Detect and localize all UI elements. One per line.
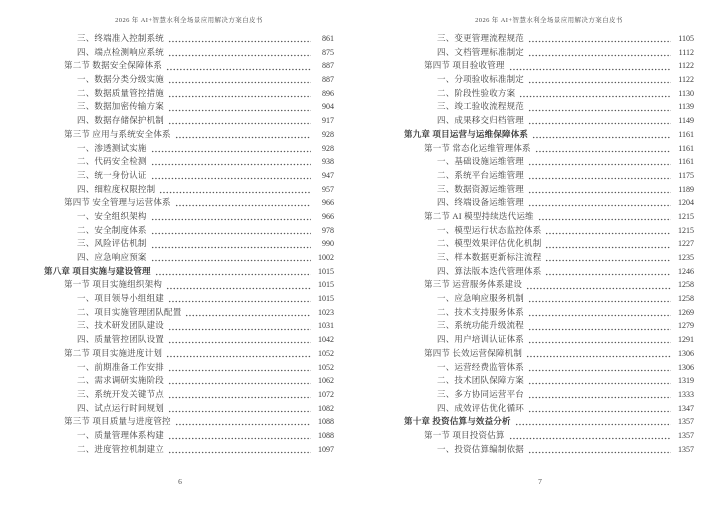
toc-entry-page: 1052 — [318, 362, 334, 372]
toc-entry-page: 875 — [322, 47, 334, 57]
dot-leader — [168, 95, 311, 98]
toc-entry-title: 二、安全制度体系 — [77, 224, 147, 235]
toc-entry-title: 一、分项验收标准制定 — [437, 74, 525, 85]
running-header: 2026 年 AI+智慧水利全场景应用解决方案白皮书 — [115, 17, 263, 24]
toc-entry — [404, 415, 694, 429]
toc-entry-title: 三、统一身份认证 — [77, 169, 147, 180]
toc-entry-page: 1015 — [318, 280, 334, 290]
toc-entry-title: 一、基础设施运维管理 — [437, 156, 525, 167]
toc-entry — [44, 402, 334, 416]
dot-leader — [532, 136, 671, 139]
toc-entry-title: 三、系统功能升级流程 — [437, 320, 525, 331]
toc-entry-title: 四、用户培训认证体系 — [437, 334, 525, 345]
dot-leader — [151, 177, 311, 180]
toc-entry-page: 1175 — [678, 170, 694, 180]
toc-entry-title: 二、系统平台运维管理 — [437, 169, 525, 180]
toc-entry-page: 1052 — [318, 348, 334, 358]
toc-entry-page: 1122 — [678, 75, 694, 85]
toc-entry — [404, 361, 694, 375]
dot-leader — [545, 259, 671, 262]
toc-entry — [44, 114, 334, 128]
document-page-right — [360, 0, 720, 511]
toc-entry-title: 四、终端设备运维管理 — [437, 197, 525, 208]
toc-entry-title: 三、技术研发团队建设 — [77, 320, 165, 331]
toc-entry-title: 第四节 长效运营保障机制 — [424, 347, 523, 358]
toc-entry — [44, 210, 334, 224]
toc-entry-page: 1031 — [318, 321, 334, 331]
toc-entry-title: 二、需求调研实施阶段 — [77, 375, 165, 386]
toc-entry-page: 1062 — [318, 376, 334, 386]
dot-leader — [151, 246, 311, 249]
dot-leader — [545, 232, 671, 235]
toc-entry — [404, 142, 694, 156]
toc-entry-page: 1279 — [678, 321, 694, 331]
dot-leader — [151, 218, 311, 221]
toc-entry-page: 917 — [322, 116, 334, 126]
toc-entry — [404, 278, 694, 292]
toc-entry-title: 三、风险评估机制 — [77, 238, 147, 249]
toc-entry — [44, 87, 334, 101]
toc-entry — [404, 319, 694, 333]
toc-entry-page: 966 — [322, 211, 334, 221]
dot-leader — [175, 204, 311, 207]
dot-leader — [528, 54, 671, 57]
dot-leader — [168, 341, 311, 344]
toc-entry-title: 一、应急响应服务机制 — [437, 293, 525, 304]
toc-entry-page: 1088 — [318, 417, 334, 427]
toc-entry-title: 第二节 项目实施进度计划 — [64, 347, 163, 358]
dot-leader — [168, 40, 311, 43]
toc-entry-page: 1002 — [318, 253, 334, 262]
toc-entry — [404, 292, 694, 306]
toc-entry — [44, 443, 334, 457]
dot-leader — [168, 369, 311, 372]
toc-entry-page: 1215 — [678, 225, 694, 235]
toc-entry-title: 第一节 常态化运维管理体系 — [424, 142, 531, 153]
dot-leader — [168, 300, 311, 303]
toc-entry-page: 1357 — [678, 430, 694, 440]
dot-leader — [159, 191, 311, 194]
dot-leader — [168, 437, 311, 440]
toc-entry-title: 第一节 项目投资估算 — [424, 429, 505, 440]
toc-entry — [404, 306, 694, 320]
toc-entry-title: 四、端点检测响应系统 — [77, 46, 165, 57]
toc-entry-page: 1189 — [678, 184, 694, 194]
dot-leader — [185, 314, 311, 317]
toc-entry — [404, 388, 694, 402]
toc-entry-title: 一、模型运行状态监控体系 — [437, 224, 542, 235]
toc-entry-page: 1258 — [678, 294, 694, 304]
toc-entry-title: 第三节 项目质量与进度管控 — [64, 416, 171, 427]
toc-entry — [44, 196, 334, 210]
toc-entry-title: 四、试点运行时间规划 — [77, 402, 165, 413]
toc-entry-title: 第一节 项目实施组织架构 — [64, 279, 163, 290]
toc-entry — [44, 251, 334, 265]
dot-leader — [528, 328, 671, 331]
dot-leader — [528, 382, 671, 385]
toc-entry-title: 三、系统开发关键节点 — [77, 388, 165, 399]
toc-entry — [44, 169, 334, 183]
toc-entry-page: 1246 — [678, 266, 694, 276]
toc-entry-title: 三、样本数据更新标注流程 — [437, 252, 542, 262]
toc-entry-title: 二、模型效果评估优化机制 — [437, 238, 542, 249]
toc-entry-page: 928 — [322, 143, 334, 153]
toc-entry-page: 904 — [322, 102, 334, 112]
toc-entry-page: 1139 — [678, 102, 694, 112]
toc-entry-page: 1269 — [678, 307, 694, 317]
dot-leader — [526, 355, 671, 358]
toc-entry — [404, 402, 694, 416]
toc-entry-title: 二、项目实施管理团队配置 — [77, 306, 182, 317]
dot-leader — [528, 163, 671, 166]
toc-entry — [44, 429, 334, 443]
dot-leader — [528, 122, 671, 125]
toc-entry-page: 1015 — [318, 294, 334, 304]
toc-entry-title: 一、安全组织架构 — [77, 210, 147, 221]
toc-entry-title: 二、阶段性验收方案 — [437, 87, 516, 98]
toc-entry — [404, 87, 694, 101]
toc-entry — [404, 183, 694, 197]
toc-entry — [404, 333, 694, 347]
page-number: 6 — [178, 477, 182, 486]
toc-entry — [44, 128, 334, 142]
toc-entry-page: 887 — [322, 75, 334, 85]
dot-leader — [528, 369, 671, 372]
toc-entry-page: 1097 — [318, 444, 334, 454]
page-number: 7 — [538, 477, 542, 486]
dot-leader — [519, 95, 671, 98]
toc-entry — [44, 306, 334, 320]
toc-entry — [404, 265, 694, 279]
dot-leader — [509, 437, 671, 440]
toc-entry-page: 1105 — [678, 34, 694, 43]
toc-entry-page: 1227 — [678, 239, 694, 249]
dot-leader — [166, 355, 311, 358]
toc-entry — [404, 196, 694, 210]
toc-entry — [44, 415, 334, 429]
toc-entry — [404, 73, 694, 87]
toc-entry — [404, 46, 694, 60]
toc-entry-title: 第二节 AI 模型持续迭代运维 — [424, 210, 534, 221]
toc-entry-page: 938 — [322, 157, 334, 167]
toc-entry — [44, 32, 334, 46]
toc-entry-title: 二、技术支持服务体系 — [437, 306, 525, 317]
toc-entry-title: 四、应急响应预案 — [77, 252, 147, 262]
toc-entry — [44, 388, 334, 402]
toc-entry-title: 四、算法版本迭代管理体系 — [437, 265, 542, 276]
toc-entry-page: 1357 — [678, 444, 694, 454]
toc-entry-page: 1161 — [678, 157, 694, 167]
dot-leader — [168, 81, 311, 84]
toc-entry — [404, 32, 694, 46]
toc-entry-page: 1357 — [678, 417, 694, 427]
toc-entry-page: 1122 — [678, 61, 694, 71]
toc-entry — [44, 237, 334, 251]
toc-entry-title: 第十章 投资估算与效益分析 — [404, 416, 511, 427]
toc-entry-title: 二、代码安全检测 — [77, 156, 147, 167]
toc-entry-page: 1333 — [678, 389, 694, 399]
toc-entry-page: 928 — [322, 129, 334, 139]
toc-entry — [44, 46, 334, 60]
dot-leader — [528, 341, 671, 344]
dot-leader — [166, 68, 311, 71]
toc-entry-title: 第八章 项目实施与建设管理 — [44, 265, 151, 276]
toc-entry-title: 第二节 数据安全保障体系 — [64, 60, 163, 71]
toc-entry-title: 四、成效评估优化循环 — [437, 402, 525, 413]
toc-entry — [44, 319, 334, 333]
dot-leader — [151, 150, 311, 153]
dot-leader — [175, 136, 311, 139]
toc-entry-page: 1161 — [678, 129, 694, 139]
toc-entry-title: 四、数据存储保护机制 — [77, 115, 165, 126]
toc-entry-page: 1204 — [678, 198, 694, 208]
toc-entry-title: 第九章 项目运营与运维保障体系 — [404, 128, 529, 139]
dot-leader — [528, 410, 671, 413]
toc-entry — [44, 100, 334, 114]
dot-leader — [168, 109, 311, 112]
dot-leader — [545, 273, 671, 276]
toc-entry — [44, 142, 334, 156]
toc-entry — [44, 224, 334, 238]
dot-leader — [535, 150, 671, 153]
dot-leader — [168, 328, 311, 331]
dot-leader — [151, 259, 311, 262]
dot-leader — [168, 382, 311, 385]
dot-leader — [168, 54, 311, 57]
toc-entry — [404, 210, 694, 224]
toc-entry — [44, 265, 334, 279]
toc-entry-title: 四、成果移交归档管理 — [437, 115, 525, 126]
toc-entry-page: 1347 — [678, 403, 694, 413]
toc-entry-page: 1258 — [678, 280, 694, 290]
toc-entry-page: 957 — [322, 184, 334, 194]
dot-leader — [168, 410, 311, 413]
dot-leader — [151, 232, 311, 235]
toc-entry — [404, 443, 694, 457]
toc-entry-title: 二、进度管控机制建立 — [77, 443, 165, 454]
toc-entry — [404, 224, 694, 238]
toc-entry-title: 第三节 应用与系统安全体系 — [64, 128, 171, 139]
dot-leader — [168, 451, 311, 454]
dot-leader — [526, 287, 671, 290]
toc-entry-title: 三、变更管理流程规范 — [437, 33, 525, 43]
toc-entry — [44, 333, 334, 347]
toc-entry — [404, 429, 694, 443]
toc-entry-title: 一、质量管理体系构建 — [77, 429, 165, 440]
toc-entry — [404, 100, 694, 114]
toc-entry — [44, 278, 334, 292]
toc-entry-page: 1112 — [678, 47, 694, 57]
toc-entry-page: 1082 — [318, 403, 334, 413]
toc-entry — [404, 169, 694, 183]
toc-entry-page: 861 — [322, 34, 334, 43]
toc-entry-title: 一、渗透测试实施 — [77, 142, 147, 153]
toc-entry-page: 1306 — [678, 362, 694, 372]
toc-entry-page: 990 — [322, 239, 334, 249]
toc-entry-title: 二、技术团队保障方案 — [437, 375, 525, 386]
toc-entry-title: 三、数据资源运维管理 — [437, 183, 525, 194]
toc-entry-title: 四、文档管理标准制定 — [437, 46, 525, 57]
toc-entry-title: 一、前期准备工作安排 — [77, 361, 165, 372]
toc-entry-title: 三、竣工验收流程规范 — [437, 101, 525, 112]
toc-entry — [404, 237, 694, 251]
toc-entry — [404, 347, 694, 361]
toc-entry-page: 896 — [322, 88, 334, 98]
toc-entry — [404, 155, 694, 169]
dot-leader — [528, 109, 671, 112]
dot-leader — [528, 177, 671, 180]
toc-entry-title: 一、数据分类分级实施 — [77, 74, 165, 85]
toc-entry — [44, 361, 334, 375]
toc-entry-title: 二、数据质量管控措施 — [77, 87, 165, 98]
dot-leader — [528, 314, 671, 317]
toc-entry — [404, 251, 694, 265]
toc-entry — [404, 59, 694, 73]
dot-leader — [175, 423, 311, 426]
dot-leader — [528, 451, 671, 454]
toc-entry-title: 四、质量管控团队设置 — [77, 334, 165, 345]
toc-entry-title: 第四节 安全管理与运营体系 — [64, 197, 171, 208]
toc-entry-page: 887 — [322, 61, 334, 71]
toc-entry-page: 1130 — [678, 88, 694, 98]
toc-entry-page: 1291 — [678, 335, 694, 345]
toc-entry-title: 三、多方协同运营平台 — [437, 388, 525, 399]
dot-leader — [545, 246, 671, 249]
dot-leader — [528, 191, 671, 194]
toc-entry-title: 一、项目领导小组组建 — [77, 293, 165, 304]
toc-list — [44, 32, 334, 456]
toc-entry — [44, 73, 334, 87]
toc-entry-page: 1072 — [318, 389, 334, 399]
dot-leader — [168, 122, 311, 125]
toc-entry-page: 947 — [322, 170, 334, 180]
dot-leader — [151, 163, 311, 166]
dot-leader — [528, 81, 671, 84]
toc-entry-page: 1042 — [318, 335, 334, 345]
toc-entry-page: 1023 — [318, 307, 334, 317]
toc-entry-page: 1319 — [678, 376, 694, 386]
dot-leader — [528, 396, 671, 399]
dot-leader — [166, 287, 311, 290]
toc-entry-title: 四、细粒度权限控制 — [77, 183, 156, 194]
toc-entry-title: 第三节 运营服务体系建设 — [424, 279, 523, 290]
running-header: 2026 年 AI+智慧水利全场景应用解决方案白皮书 — [475, 17, 623, 24]
toc-entry-page: 1088 — [318, 430, 334, 440]
toc-entry-title: 第四节 项目验收管理 — [424, 60, 505, 71]
toc-entry-page: 1306 — [678, 348, 694, 358]
toc-list — [404, 32, 694, 456]
toc-entry-page: 1235 — [678, 253, 694, 262]
dot-leader — [155, 273, 311, 276]
toc-entry-page: 1161 — [678, 143, 694, 153]
toc-entry — [44, 155, 334, 169]
dot-leader — [168, 396, 311, 399]
toc-entry-title: 三、终端准入控制系统 — [77, 33, 165, 43]
dot-leader — [528, 300, 671, 303]
dot-leader — [528, 40, 671, 43]
dot-leader — [515, 423, 671, 426]
toc-entry-page: 966 — [322, 198, 334, 208]
dot-leader — [538, 218, 671, 221]
toc-entry — [404, 128, 694, 142]
toc-entry-page: 1149 — [678, 116, 694, 126]
dot-leader — [528, 204, 671, 207]
toc-entry — [44, 183, 334, 197]
toc-entry — [404, 114, 694, 128]
toc-entry — [404, 374, 694, 388]
toc-entry — [44, 374, 334, 388]
toc-entry — [44, 59, 334, 73]
toc-entry-page: 1215 — [678, 211, 694, 221]
dot-leader — [509, 68, 671, 71]
toc-entry — [44, 292, 334, 306]
toc-entry-title: 一、运营经费监管体系 — [437, 361, 525, 372]
toc-entry-title: 三、数据加密传输方案 — [77, 101, 165, 112]
toc-entry-page: 978 — [322, 225, 334, 235]
toc-entry-title: 一、投资估算编制依据 — [437, 443, 525, 454]
toc-entry — [44, 347, 334, 361]
toc-entry-page: 1015 — [318, 266, 334, 276]
